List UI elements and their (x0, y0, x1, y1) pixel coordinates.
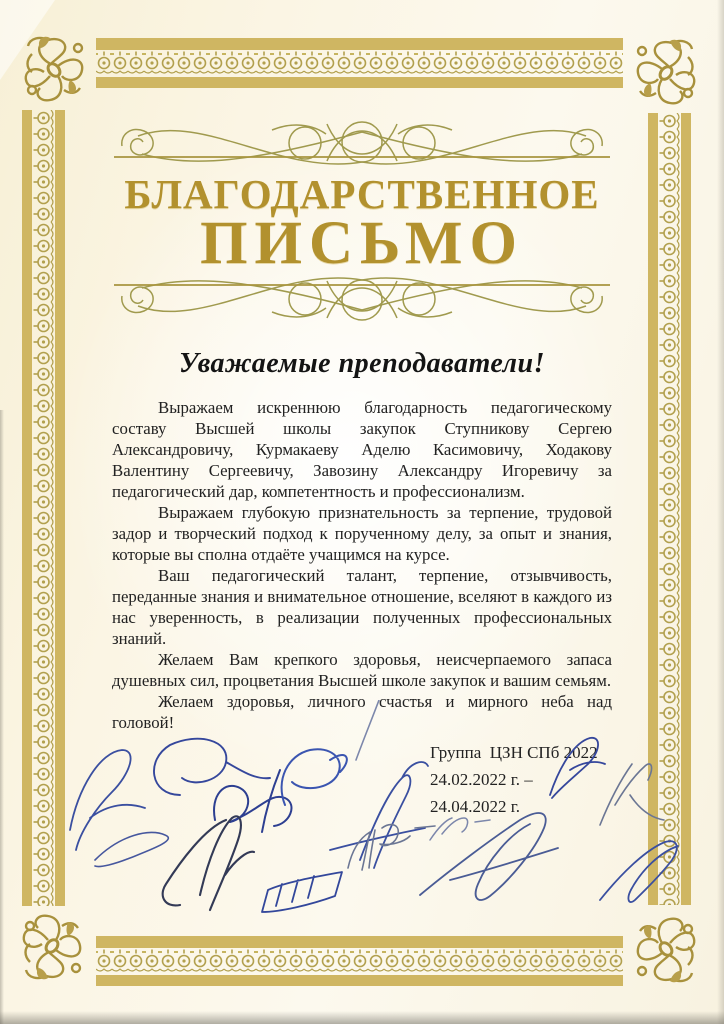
signature-stroke (430, 818, 490, 840)
certificate-title-line2: ПИСЬМО (200, 210, 524, 277)
border-band-top (96, 38, 623, 88)
signature-stroke (550, 738, 605, 798)
signature-stroke (163, 816, 254, 910)
paragraph-5: Желаем здоровья, личного счастья и мирного неба над головой! (112, 692, 612, 732)
scan-edge-right (717, 0, 724, 1024)
signoff-date-end: 24.04.2022 г. (430, 797, 521, 816)
signature-stroke (356, 700, 382, 760)
certificate-title-line1: БЛАГОДАРСТВЕННОЕ (124, 171, 600, 217)
paragraph-1: Выражаем искреннюю благодарность педагогическому составу Высшей школы закупок Ступникову Сергею Александровичу, Курмакаеву Аделю Касимовичу, Ходакову Валентину Сергеевичу, Завозину Александру Игоревичу за педагогический дар, компетентность и профессионализм. (112, 398, 612, 501)
signature-stroke (600, 764, 664, 825)
title-flourish-top (112, 116, 612, 170)
signoff-group-line: Группа ЦЗН СПб 2022 (430, 743, 598, 762)
signoff-date-start: 24.02.2022 г. – (430, 770, 533, 789)
letter-body (112, 397, 612, 733)
signature-stroke (348, 825, 435, 870)
border-corner-top-left-ornament (18, 32, 90, 104)
paragraph-3: Ваш педагогический талант, терпение, отзывчивость, переданные знания и внимательное отношение, вселяют в каждого из нас уверенность, в реализации полученных профессиональных знаний. (112, 566, 612, 648)
border-corner-top-right-ornament (630, 35, 702, 107)
scan-edge-left (0, 410, 4, 1024)
signature-stroke (600, 841, 678, 902)
signature-stroke (95, 832, 168, 866)
signature-stroke (214, 770, 291, 832)
signature-stroke (262, 872, 342, 912)
salutation: Уважаемые преподаватели! (179, 348, 545, 379)
signature-stroke (282, 749, 347, 805)
paragraph-2: Выражаем глубокую признательность за терпение, трудовой задор и творческий подход к порученному делу, за опыт и знания, которые вы сполна отдаёте учащимся на курсе. (112, 503, 612, 564)
signature-stroke (154, 739, 270, 795)
paragraph-4: Желаем Вам крепкого здоровья, неисчерпаемого запаса душевных сил, процветания Высшей школе закупок и вашим семьям. (112, 650, 612, 690)
signature-stroke (330, 762, 428, 868)
scan-edge-bottom (0, 1011, 724, 1024)
title-flourish-bottom (112, 272, 612, 326)
signatures (30, 700, 700, 950)
